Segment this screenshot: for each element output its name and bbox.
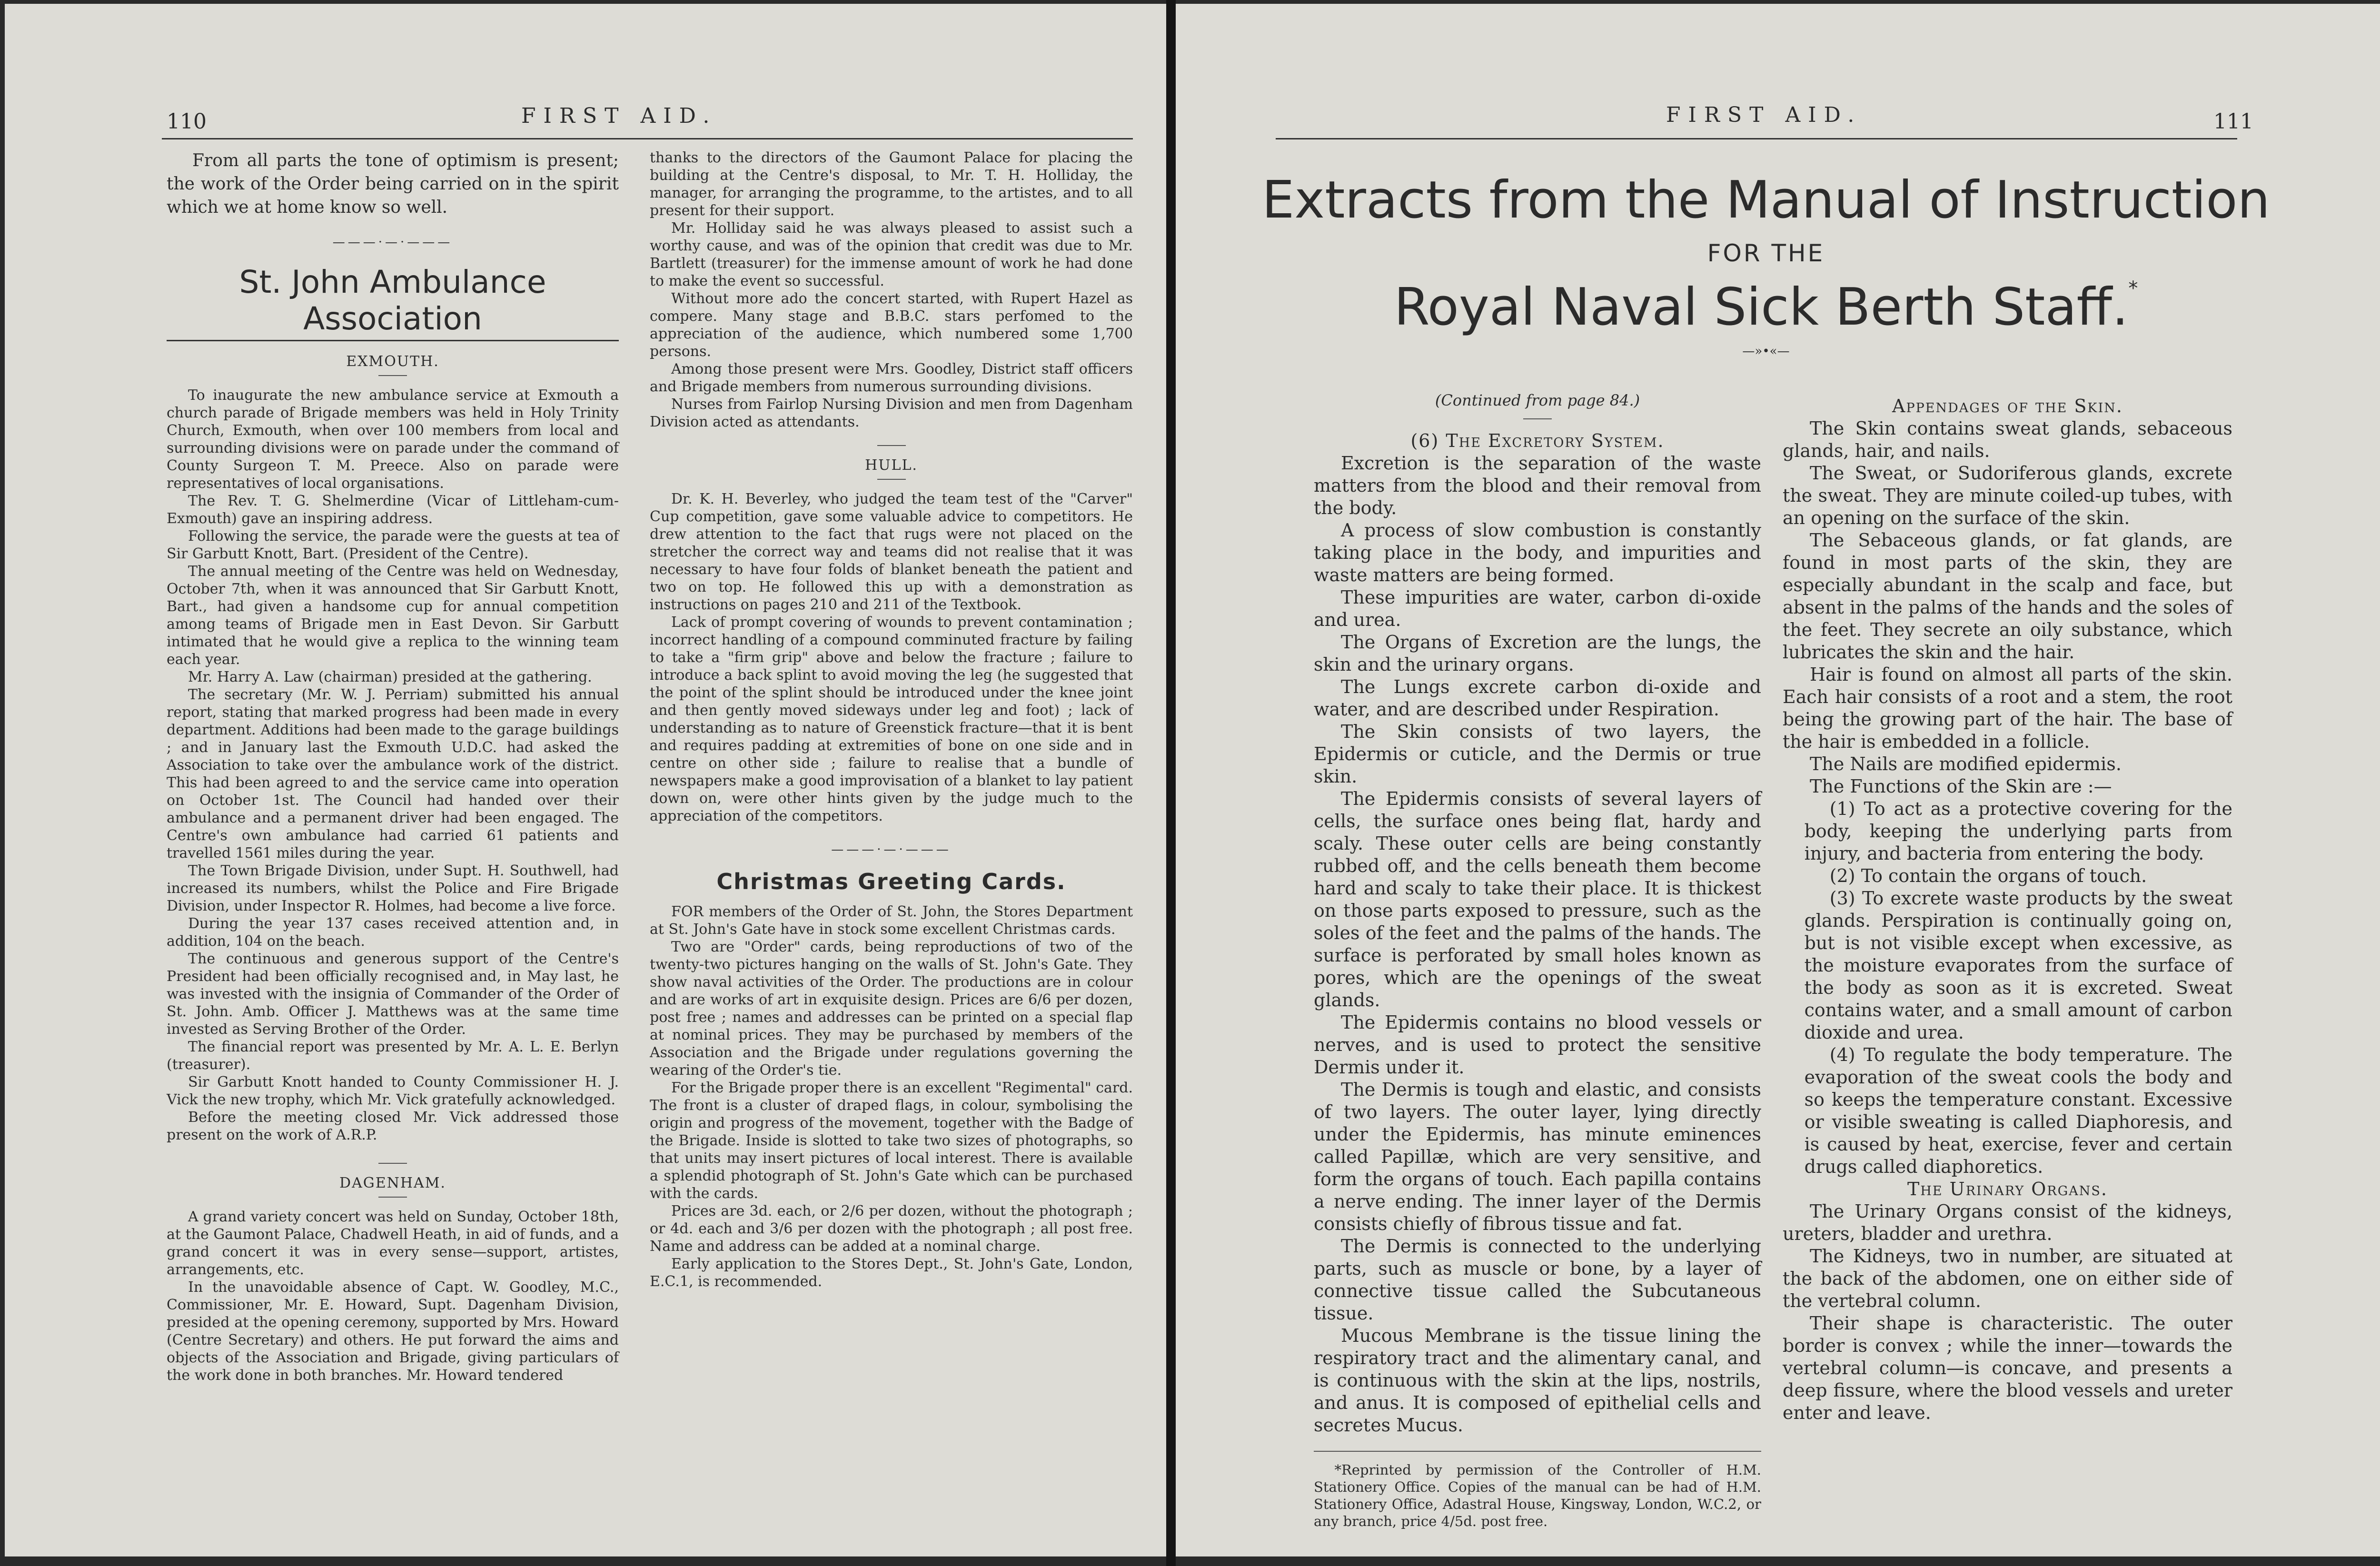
header-rule-left: [162, 138, 1133, 139]
christmas-paragraph: For the Brigade proper there is an excellent "Regimental" card. The front is a cluster of draped flags, in colour, symbolising the origin and progress of the movement, together with the Badge of the Brigade. Inside is slotted to take two sizes of photographs, so that units may insert pictures of local interest. There is available a splendid photograph of St. John's Gate which can be purchased with the cards.: [650, 1080, 1133, 1202]
christmas-paragraph: FOR members of the Order of St. John, the Stores Department at St. John's Gate have in stock some excellent Christmas cards.: [650, 903, 1133, 938]
right-column-2: [1783, 389, 2232, 1424]
excretory-paragraph: The Lungs excrete carbon di-oxide and water, and are described under Respiration.: [1314, 676, 1761, 720]
urinary-paragraph: The Urinary Organs consist of the kidneys, ureters, bladder and urethra.: [1783, 1201, 2232, 1244]
divider: [378, 1197, 407, 1198]
excretory-paragraph: The Dermis is connected to the underlying parts, such as muscle or bone, by a layer of connective tissue called the Subcutaneous tissue.: [1314, 1236, 1761, 1324]
christmas-paragraph: Early application to the Stores Dept., St. John's Gate, London, E.C.1, is recommended.: [650, 1256, 1133, 1290]
skin-function-item: (3) To excrete waste products by the sweat glands. Perspiration is continually going on, but is not visible except when excessive, as the moisture evaporates from the surface of the body as soon as it is excreted. Sweat contains water, and a small amount of carbon dioxide and urea.: [1804, 888, 2232, 1043]
section-title-rule: [167, 340, 619, 341]
title-footnote-mark: *: [2128, 278, 2138, 299]
skin-function-item: (2) To contain the organs of touch.: [1829, 865, 2147, 886]
excretory-paragraph: The Epidermis consists of several layers of cells, the surface ones being flat, hardy and scaly. These outer cells are being constantly rubbed off, and the cells beneath them become hard and scaly to take their place. It is thickest on those parts exposed to pressure, such as the soles of the feet and the palms of the hands. The surface is perforated by small holes known as pores, which are the openings of the sweat glands.: [1314, 788, 1761, 1011]
appendages-paragraph: The Sebaceous glands, or fat glands, are found in most parts of the skin, they are especially abundant in the scalp and face, but absent in the palms of the hands and the soles of the feet. They secrete an oily substance, which lubricates the skin and the hair.: [1783, 530, 2232, 663]
right-page: [1176, 4, 2380, 1556]
christmas-paragraph: Prices are 3d. each, or 2/6 per dozen, without the photograph ; or 4d. each and 3/6 per dozen with the photograph ; all post free. Name and address can be added at a nominal charge.: [650, 1203, 1133, 1255]
article-title-text: Royal Naval Sick Berth Staff.: [1394, 278, 2129, 337]
exmouth-paragraph: Sir Garbutt Knott handed to County Commissioner H. J. Vick the new trophy, which Mr. Vick gratefully acknowledged.: [167, 1074, 619, 1108]
page-number-right: 111: [2213, 109, 2253, 134]
exmouth-paragraph: To inaugurate the new ambulance service at Exmouth a church parade of Brigade members was held in Holy Trinity Church, Exmouth, when over 100 members from local and surrounding divisions were on parade under the command of County Surgeon T. M. Preece. Also on parade were representatives of local organisations.: [167, 387, 619, 492]
excretory-paragraph: The Dermis is tough and elastic, and consists of two layers. The outer layer, lying directly under the Epidermis, has minute eminences called Papillæ, which are very sensitive, and form the organs of touch. Each papilla contains a nerve ending. The inner layer of the Dermis consists chiefly of fibrous tissue and fat.: [1314, 1079, 1761, 1234]
article-title-line-1: Extracts from the Manual of Instruction: [1262, 170, 2270, 230]
running-title-left: FIRST AID.: [521, 104, 717, 128]
left-column-2: [650, 149, 1133, 1290]
dagenham-paragraph: A grand variety concert was held on Sunday, October 18th, at the Gaumont Palace, Chadwell Heath, in aid of funds, and a grand concert it was in every sense—support, artistes, arrangements, etc.: [167, 1209, 619, 1278]
excretory-paragraph: The Epidermis contains no blood vessels or nerves, and is used to protect the sensitive Dermis under it.: [1314, 1012, 1761, 1078]
article-title-line-2: FOR THE: [1707, 239, 1825, 267]
hull-heading: HULL.: [865, 457, 918, 474]
appendages-paragraph: The Functions of the Skin are :—: [1810, 776, 2112, 797]
appendages-heading: Appendages of the Skin.: [1892, 396, 2123, 416]
exmouth-paragraph: During the year 137 cases received attention and, in addition, 104 on the beach.: [167, 915, 619, 950]
footnote: *Reprinted by permission of the Controller of H.M. Stationery Office. Copies of the manual can be had of H.M. Stationery Office, Adastral House, Kingsway, London, W.C.2, or any branch, price 4/5d. post free.: [1314, 1462, 1761, 1529]
exmouth-paragraph: The annual meeting of the Centre was held on Wednesday, October 7th, when it was announced that Sir Garbutt Knott, Bart., had given a handsome cup for annual competition among teams of Brigade men in East Devon. Sir Garbutt intimated that he would give a replica to the winning team each year.: [167, 563, 619, 668]
skin-function-item: (4) To regulate the body temperature. The evaporation of the sweat cools the body and so keeps the temperature constant. Excessive or visible sweating is called Diaphoresis, and is caused by heat, exercise, fever and certain drugs called diaphoretics.: [1804, 1044, 2232, 1177]
excretory-paragraph: A process of slow combustion is constantly taking place in the body, and impurities and waste matters are being formed.: [1314, 520, 1761, 585]
divider: [378, 375, 407, 376]
dagenham-continued-paragraph: thanks to the directors of the Gaumont Palace for placing the building at the Centre's disposal, to Mr. T. H. Holliday, the manager, for arranging the programme, to the artistes, and to all present for their support.: [650, 149, 1133, 219]
dagenham-continued-paragraph: Mr. Holliday said he was always pleased to assist such a worthy cause, and was of the opinion that credit was due to Mr. Bartlett (treasurer) for the immense amount of work he had done to make the event so successful.: [650, 220, 1133, 289]
excretory-paragraph: The Skin consists of two layers, the Epidermis or cuticle, and the Dermis or true skin.: [1314, 721, 1761, 787]
right-column-1: [1314, 389, 1761, 1530]
excretory-paragraph: The Organs of Excretion are the lungs, the skin and the urinary organs.: [1314, 632, 1761, 675]
excretory-paragraph: These impurities are water, carbon di-oxide and urea.: [1314, 587, 1761, 630]
page-gutter: [1166, 0, 1176, 1566]
exmouth-heading: EXMOUTH.: [346, 353, 439, 370]
urinary-heading: The Urinary Organs.: [1907, 1179, 2108, 1199]
dagenham-continued-paragraph: Nurses from Fairlop Nursing Division and men from Dagenham Division acted as attendants.: [650, 396, 1133, 430]
exmouth-paragraph: Mr. Harry A. Law (chairman) presided at the gathering.: [188, 669, 592, 685]
urinary-paragraph: Their shape is characteristic. The outer border is convex ; while the inner—towards the vertebral column—is concave, and presents a deep fissure, where the blood vessels and ureter enter and leave.: [1783, 1313, 2232, 1423]
dagenham-heading: DAGENHAM.: [339, 1175, 446, 1191]
excretory-paragraph: Mucous Membrane is the tissue lining the respiratory tract and the alimentary canal, and is continuous with the skin at the lips, nostrils, and anus. It is composed of epithelial cells and secretes Mucus.: [1314, 1325, 1761, 1436]
exmouth-paragraph: Following the service, the parade were the guests at tea of Sir Garbutt Knott, Bart. (President of the Centre).: [167, 528, 619, 562]
section-ornament: ———·—·———: [831, 842, 952, 857]
page-number-left: 110: [167, 109, 207, 134]
appendages-paragraph: Hair is found on almost all parts of the skin. Each hair consists of a root and a stem, the root being the growing part of the hair. The base of the hair is embedded in a follicle.: [1783, 664, 2232, 752]
exmouth-paragraph: Before the meeting closed Mr. Vick addressed those present on the work of A.R.P.: [167, 1109, 619, 1143]
section-ornament: ———·—·———: [332, 235, 453, 249]
dagenham-paragraph: In the unavoidable absence of Capt. W. Goodley, M.C., Commissioner, Mr. E. Howard, Supt. Dagenham Division, presided at the opening ceremony, supported by Mrs. Howard (Centre Secretary) and others. He put forward the aims and objects of the Association and Brigade, giving particulars of the work done in both branches. Mr. Howard tendered: [167, 1279, 619, 1384]
exmouth-paragraph: The continuous and generous support of the Centre's President had been officially recognised and, in May last, he was invested with the insignia of Commander of the Order of St. John. Amb. Officer J. Matthews was at the same time invested as Serving Brother of the Order.: [167, 951, 619, 1038]
intro-paragraph: From all parts the tone of optimism is present; the work of the Order being carried on in the spirit which we at home know so well.: [167, 151, 619, 217]
footnote-rule: [1314, 1451, 1761, 1452]
excretory-heading: (6) The Excretory System.: [1410, 430, 1665, 451]
section-title: St. John Ambulance Association: [239, 264, 546, 337]
christmas-cards-title: Christmas Greeting Cards.: [716, 869, 1066, 894]
exmouth-paragraph: The Town Brigade Division, under Supt. H. Southwell, had increased its numbers, whilst the Police and Fire Brigade Division, under Inspector R. Holmes, had become a live force.: [167, 862, 619, 914]
left-page: [5, 4, 1166, 1556]
header-rule-right: [1276, 138, 2237, 139]
hull-paragraph: Lack of prompt covering of wounds to prevent contamination ; incorrect handling of a compound comminuted fracture by failing to take a "firm grip" above and below the fracture ; failure to introduce a back splint to avoid moving the leg (he suggested that the point of the splint should be introduced under the knee joint and then gently moved sideways under leg and foot) ; lack of understanding as to nature of Greenstick fracture—that it is bent and requires padding at extremities of bone on one side and in centre on other side ; failure to realise that a bundle of newspapers make a good improvisation of a blanket to lay patient down on, were other hints given by the judge much to the appreciation of the competitors.: [650, 614, 1133, 824]
appendages-paragraph: The Sweat, or Sudoriferous glands, excrete the sweat. They are minute coiled-up tubes, with an opening on the surface of the skin.: [1783, 463, 2232, 528]
skin-function-item: (1) To act as a protective covering for the body, keeping the underlying parts from injury, and bacteria from entering the body.: [1804, 798, 2232, 864]
title-ornament: —»•«—: [1742, 344, 1790, 358]
hull-paragraph: Dr. K. H. Beverley, who judged the team test of the "Carver" Cup competition, gave some valuable advice to competitors. He drew attention to the fact that rugs were not placed on the stretcher the correct way and teams did not realise that it was necessary to have four folds of blanket beneath the patient and two on top. He followed this up with a demonstration as instructions on pages 210 and 211 of the Textbook.: [650, 491, 1133, 613]
left-column-1: [167, 149, 619, 1384]
continued-note: (Continued from page 84.): [1435, 391, 1640, 409]
running-title-right: FIRST AID.: [1666, 103, 1862, 127]
excretory-paragraph: Excretion is the separation of the waste matters from the blood and their removal from the body.: [1314, 453, 1761, 518]
exmouth-paragraph: The Rev. T. G. Shelmerdine (Vicar of Littleham-cum-Exmouth) gave an inspiring address.: [167, 493, 619, 527]
appendages-paragraph: The Nails are modified epidermis.: [1810, 753, 2122, 774]
appendages-paragraph: The Skin contains sweat glands, sebaceous glands, hair, and nails.: [1783, 418, 2232, 461]
exmouth-paragraph: The secretary (Mr. W. J. Perriam) submitted his annual report, stating that marked progress had been made in every department. Additions had been made to the garage buildings ; and in January last the Exmouth U.D.C. had asked the Association to take over the ambulance work of the district. This had been agreed to and the service came into operation on October 1st. The Council had handed over their ambulance and a permanent driver had been engaged. The Centre's own ambulance had carried 61 patients and travelled 1561 miles during the year.: [167, 686, 619, 862]
urinary-paragraph: The Kidneys, two in number, are situated at the back of the abdomen, one on either side of the vertebral column.: [1783, 1246, 2232, 1311]
divider: [378, 1163, 407, 1164]
dagenham-continued-paragraph: Among those present were Mrs. Goodley, District staff officers and Brigade members from numerous surrounding divisions.: [650, 361, 1133, 395]
article-title-line-3: [1238, 278, 2294, 337]
exmouth-paragraph: The financial report was presented by Mr. A. L. E. Berlyn (treasurer).: [167, 1039, 619, 1073]
divider: [1523, 418, 1552, 419]
christmas-paragraph: Two are "Order" cards, being reproductions of two of the twenty-two pictures hanging on the walls of St. John's Gate. They show naval activities of the Order. The productions are in colour and are works of art in exquisite design. Prices are 6/6 per dozen, post free ; names and addresses can be printed on a special flap at nominal prices. They may be purchased by members of the Association and the Brigade under regulations governing the wearing of the Order's tie.: [650, 939, 1133, 1079]
dagenham-continued-paragraph: Without more ado the concert started, with Rupert Hazel as compere. Many stage and B.B.C. stars perfomed to the appreciation of the audience, which numbered some 1,700 persons.: [650, 290, 1133, 360]
divider: [877, 445, 906, 446]
divider: [877, 479, 906, 480]
